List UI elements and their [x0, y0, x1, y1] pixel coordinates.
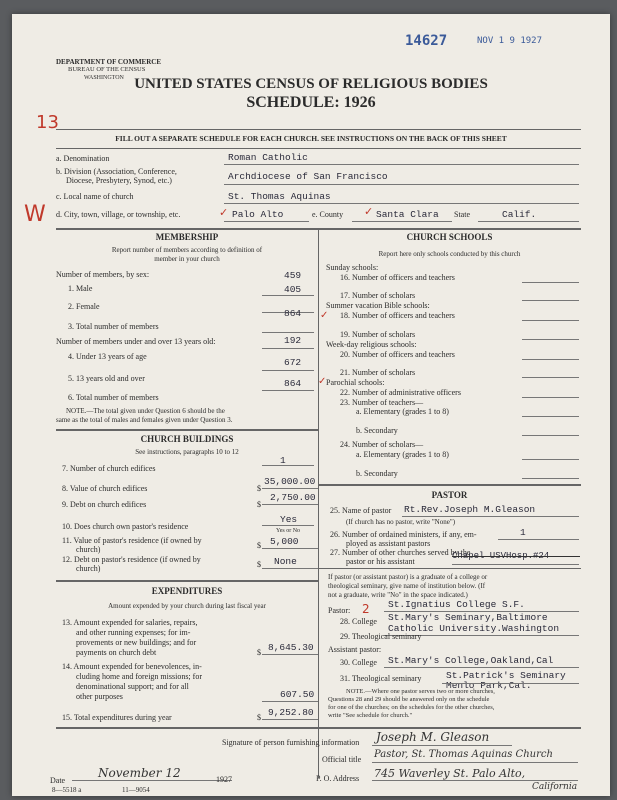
q14-label-4: other purposes: [76, 692, 123, 701]
age-label: Number of members under and over 13 years old:: [56, 337, 216, 346]
signature-value: Joseph M. Gleason: [376, 730, 490, 744]
official-title-label: Official title: [322, 755, 362, 764]
q22-label: 22. Number of administrative officers: [340, 388, 461, 397]
schools-sub: Report here only schools conducted by this church: [378, 250, 521, 258]
buildings-heading: CHURCH BUILDINGS: [140, 434, 234, 444]
q26-label-1: 26. Number of ordained ministers, if any, em-: [330, 530, 477, 539]
q24-label: 24. Number of scholars—: [340, 440, 424, 449]
q14-label-3: denominational support; and for all: [76, 682, 189, 691]
q4-label: 4. Under 13 years of age: [68, 352, 147, 361]
q31-value-1: St.Patrick's Seminary: [446, 670, 566, 681]
check-mark-q6: ✓: [318, 376, 327, 387]
q1-label: 1. Male: [68, 284, 93, 293]
q11-value: 5,000: [270, 536, 299, 547]
pastor-note-2: Questions 28 and 29 should be answered only on the schedule: [328, 696, 490, 703]
q15-label: 15. Total expenditures during year: [62, 713, 172, 722]
q2-label: 2. Female: [68, 302, 100, 311]
q10-label: 10. Does church own pastor's residence: [62, 522, 189, 531]
handwritten-w: W: [24, 202, 46, 227]
q13-label-4: payments on church debt: [76, 648, 157, 657]
schools-heading: CHURCH SCHOOLS: [406, 232, 493, 242]
q13-label-3: provements or new buildings; and for: [76, 638, 197, 647]
membership-sub-2: member in your church: [154, 255, 220, 263]
handwritten-2: 2: [362, 602, 370, 616]
q14-label-2: cluding home and foreign missions; for: [76, 672, 202, 681]
q6-label: 6. Total number of members: [68, 393, 159, 402]
graduate-note-2: theological seminary, give name of institution below. (If: [328, 582, 486, 590]
q19-label: 19. Number of scholars: [340, 330, 416, 339]
q3-value: 864: [284, 308, 302, 319]
division-label-1: b. Division (Association, Conference,: [56, 167, 177, 176]
q20-label: 20. Number of officers and teachers: [340, 350, 455, 359]
q13-value: 8,645.30: [268, 642, 314, 653]
graduate-note-1: If pastor (or assistant pastor) is a graduate of a college or: [328, 573, 488, 581]
q12-dollar: $: [257, 560, 261, 569]
q27-value: Chapel USVHosp.#24: [452, 551, 550, 561]
q30-label: 30. College: [340, 658, 377, 667]
q25-label: 25. Name of pastor: [330, 506, 392, 515]
pastor-note-1: NOTE.—Where one pastor serves two or more churches,: [346, 688, 495, 695]
q9-dollar: $: [257, 500, 261, 509]
q5-label: 5. 13 years old and over: [68, 374, 145, 383]
membership-note-1: NOTE.—The total given under Question 6 should be the: [66, 407, 225, 415]
q28-label: 28. College: [340, 617, 377, 626]
q28-value: St.Ignatius College S.F.: [388, 599, 525, 610]
expenditures-sub: Amount expended by your church during last fiscal year: [108, 602, 266, 610]
q16-label: 16. Number of officers and teachers: [340, 273, 455, 282]
q9-value: 2,750.00: [270, 492, 316, 503]
official-title-value: Pastor, St. Thomas Aquinas Church: [374, 749, 553, 760]
q2-value-top: 405: [284, 284, 302, 295]
pastor-sub-label: Pastor:: [328, 606, 351, 615]
membership-note-2: same as the total of males and females given under Question 3.: [56, 416, 233, 424]
buildings-sub: See instructions, paragraphs 10 to 12: [135, 448, 239, 456]
q24b-label: b. Secondary: [356, 469, 398, 478]
q27-label-1: 27. Number of other churches served by the: [330, 548, 471, 557]
form-number: 8—5518 a: [52, 786, 82, 794]
q4-value: 192: [284, 335, 302, 346]
church-name-value: St. Thomas Aquinas: [228, 191, 331, 202]
q12-label-2: church): [76, 564, 101, 573]
q11-label-2: church): [76, 545, 101, 554]
stamp-date: NOV 1 9 1927: [477, 36, 543, 46]
division-label-2: Diocese, Presbytery, Synod, etc.): [66, 176, 172, 185]
membership-heading: MEMBERSHIP: [155, 232, 219, 242]
q31-value-2: Menlo Park,Cal.: [446, 680, 532, 691]
weekday-schools-label: Week-day religious schools:: [326, 340, 417, 349]
parochial-schools-label: Parochial schools:: [326, 378, 385, 387]
form-subtitle: SCHEDULE: 1926: [246, 94, 376, 111]
q8-dollar: $: [257, 484, 261, 493]
form-title: UNITED STATES CENSUS OF RELIGIOUS BODIES: [134, 76, 488, 92]
q6-value: 864: [284, 378, 302, 389]
q8-value: 35,000.00: [264, 476, 316, 487]
summer-schools-label: Summer vacation Bible schools:: [326, 301, 430, 310]
q14-label-1: 14. Amount expended for benevolences, in-: [62, 662, 202, 671]
date-value: November 12: [98, 766, 181, 780]
pastor-heading: PASTOR: [431, 490, 468, 500]
q5-value: 672: [284, 357, 302, 368]
address-value: 745 Waverley St. Palo Alto,: [374, 767, 526, 780]
q29-label: 29. Theological seminary: [340, 632, 422, 641]
q13-label-2: and other running expenses; for im-: [76, 628, 191, 637]
q13-label-1: 13. Amount expended for salaries, repairs,: [62, 618, 198, 627]
q18-label: 18. Number of officers and teachers: [340, 311, 455, 320]
church-name-label: c. Local name of church: [56, 192, 134, 201]
q29-value-2: Catholic University.Washington: [388, 623, 560, 634]
check-mark-county: ✓: [364, 205, 374, 218]
q23a-label: a. Elementary (grades 1 to 8): [356, 407, 449, 416]
q7-label: 7. Number of church edifices: [62, 464, 156, 473]
q26-value: 1: [520, 527, 526, 538]
census-schedule-document: [12, 14, 610, 796]
q29-value-1: St.Mary's Seminary,Baltimore: [388, 612, 548, 623]
q26-label-2: ployed as assistant pastors: [346, 539, 431, 548]
form-instructions: FILL OUT A SEPARATE SCHEDULE FOR EACH CHURCH. SEE INSTRUCTIONS ON THE BACK OF THIS SHEET: [115, 134, 507, 143]
assistant-pastor-label: Assistant pastor:: [328, 645, 382, 654]
q15-dollar: $: [257, 713, 261, 722]
q25-sub: (If church has no pastor, write "None"): [346, 518, 456, 526]
q31-label: 31. Theological seminary: [340, 674, 422, 683]
check-mark-q3: ✓: [320, 310, 329, 321]
q10-value: Yes: [280, 514, 298, 525]
q9-label: 9. Debt on church edifices: [62, 500, 147, 509]
state-value: Calif.: [502, 209, 537, 220]
graduate-note-3: not a graduate, write "No" in the space indicated.): [328, 591, 468, 599]
county-label: e. County: [312, 210, 344, 219]
q15-value: 9,252.80: [268, 707, 314, 718]
city-value: Palo Alto: [232, 209, 284, 220]
q23b-label: b. Secondary: [356, 426, 398, 435]
state-label: State: [454, 210, 470, 219]
address-value-2: California: [532, 782, 578, 792]
q11-dollar: $: [257, 541, 261, 550]
q8-label: 8. Value of church edifices: [62, 484, 148, 493]
dept-name: DEPARTMENT OF COMMERCE: [56, 58, 162, 66]
q10-sub: Yes or No: [276, 528, 301, 534]
denomination-label: a. Denomination: [56, 154, 110, 163]
sunday-schools-label: Sunday schools:: [326, 263, 379, 272]
q12-value: None: [274, 556, 297, 567]
q21-label: 21. Number of scholars: [340, 368, 416, 377]
date-year: 1927: [216, 775, 232, 784]
signature-label: Signature of person furnishing information: [222, 738, 360, 747]
q30-value: St.Mary's College,Oakland,Cal: [388, 655, 554, 666]
bureau-city: WASHINGTON: [84, 75, 124, 81]
expenditures-heading: EXPENDITURES: [151, 586, 223, 596]
division-value: Archdiocese of San Francisco: [228, 171, 388, 182]
pastor-note-3: for one of the churches; on the schedules for the other churches,: [328, 704, 495, 711]
q3-label: 3. Total number of members: [68, 322, 159, 331]
date-label: Date: [50, 776, 66, 785]
stamp-number: 14627: [405, 33, 448, 49]
q1-value-top: 459: [284, 270, 302, 281]
q17-label: 17. Number of scholars: [340, 291, 416, 300]
address-label: P. O. Address: [316, 774, 360, 783]
q7-value: 1: [280, 455, 286, 466]
bureau-name: BUREAU OF THE CENSUS: [68, 66, 146, 73]
q23-label: 23. Number of teachers—: [340, 398, 424, 407]
handwritten-13: 13: [36, 112, 59, 133]
pastor-note-4: write "See schedule for church.": [328, 712, 413, 719]
membership-sub-1: Report number of members according to definition of: [111, 246, 263, 254]
county-value: Santa Clara: [376, 209, 439, 220]
q13-dollar: $: [257, 648, 261, 657]
q27-label-2: pastor or his assistant: [346, 557, 415, 566]
city-label: d. City, town, village, or township, etc.: [56, 210, 181, 219]
members-by-sex-label: Number of members, by sex:: [56, 270, 150, 279]
q12-label-1: 12. Debt on pastor's residence (if owned by: [62, 555, 201, 564]
q14-value: 607.50: [280, 689, 315, 700]
q25-value: Rt.Rev.Joseph M.Gleason: [404, 504, 536, 515]
denomination-value: Roman Catholic: [228, 152, 308, 163]
check-mark-city: ✓: [219, 206, 229, 219]
q11-label-1: 11. Value of pastor's residence (if owned by: [62, 536, 202, 545]
print-number: 11—9054: [122, 786, 150, 794]
q24a-label: a. Elementary (grades 1 to 8): [356, 450, 449, 459]
